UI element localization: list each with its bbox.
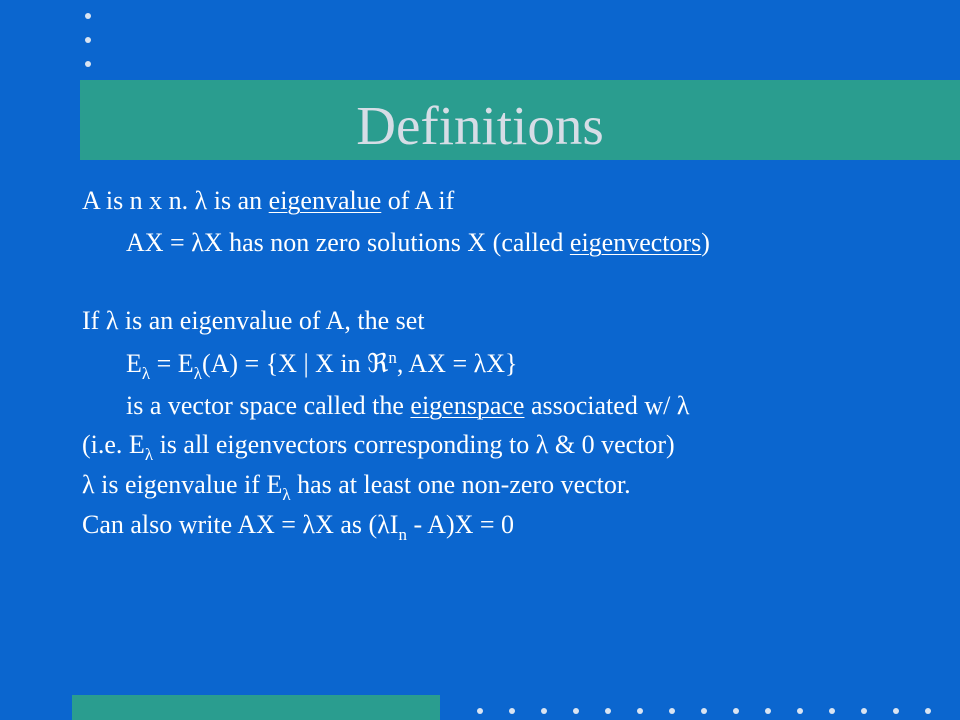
text-segment: , AX = λX} (396, 349, 518, 378)
text-segment: of A if (381, 186, 455, 215)
decor-dot (701, 708, 707, 714)
decor-dot (925, 708, 931, 714)
subscript: λ (144, 445, 154, 464)
subscript: λ (282, 485, 291, 504)
subscript: n (398, 525, 407, 544)
subscript: λ (193, 364, 202, 383)
decor-dot (509, 708, 515, 714)
body-line (126, 225, 710, 261)
text-segment: Can also write AX = λX as (λI (82, 510, 399, 539)
text-segment: If λ is an eigenvalue of A, the set (82, 306, 425, 335)
decor-dot (477, 708, 483, 714)
decor-dot (861, 708, 867, 714)
body-line (82, 507, 514, 543)
decor-dot (669, 708, 675, 714)
body-line (82, 183, 454, 219)
text-segment: is a vector space called the (126, 391, 411, 420)
text-segment: (A) = {X | X in (201, 349, 368, 378)
text-segment: λ is eigenvalue if E (82, 470, 283, 499)
bottom-accent-bar (72, 695, 440, 720)
text-segment: = E (150, 349, 194, 378)
text-segment: has at least one non-zero vector. (290, 470, 631, 499)
decor-dot (85, 13, 91, 19)
slide-title: Definitions (356, 95, 604, 156)
decor-dot (541, 708, 547, 714)
decor-dot (733, 708, 739, 714)
text-segment: AX = λX has non zero solutions X (called (126, 228, 570, 257)
text-segment: - A)X = 0 (406, 510, 515, 539)
subscript: λ (141, 364, 151, 383)
body-line (126, 346, 517, 382)
superscript: n (388, 348, 397, 367)
decor-dot (765, 708, 771, 714)
decor-dot (637, 708, 643, 714)
body-line (82, 303, 425, 339)
body-line (82, 467, 631, 503)
text-segment: is all eigenvectors corresponding to λ & 0 vector) (153, 430, 675, 459)
text-segment: ) (701, 228, 710, 257)
term-eigenvalue: eigenvalue (268, 186, 382, 215)
text-segment: associated w/ λ (524, 391, 690, 420)
decor-dot (573, 708, 579, 714)
term-eigenspace: eigenspace (410, 391, 525, 420)
decor-dot (829, 708, 835, 714)
decor-dot (893, 708, 899, 714)
body-line (126, 388, 689, 424)
real-numbers-symbol: ℜ (367, 349, 389, 378)
text-segment: (i.e. E (82, 430, 145, 459)
decor-dot (85, 61, 91, 67)
text-segment: E (126, 349, 142, 378)
body-line (82, 427, 675, 463)
decor-dot (85, 37, 91, 43)
term-eigenvectors: eigenvectors (569, 228, 702, 257)
decor-dot (605, 708, 611, 714)
decor-dot (797, 708, 803, 714)
text-segment: A is n x n. λ is an (82, 186, 269, 215)
